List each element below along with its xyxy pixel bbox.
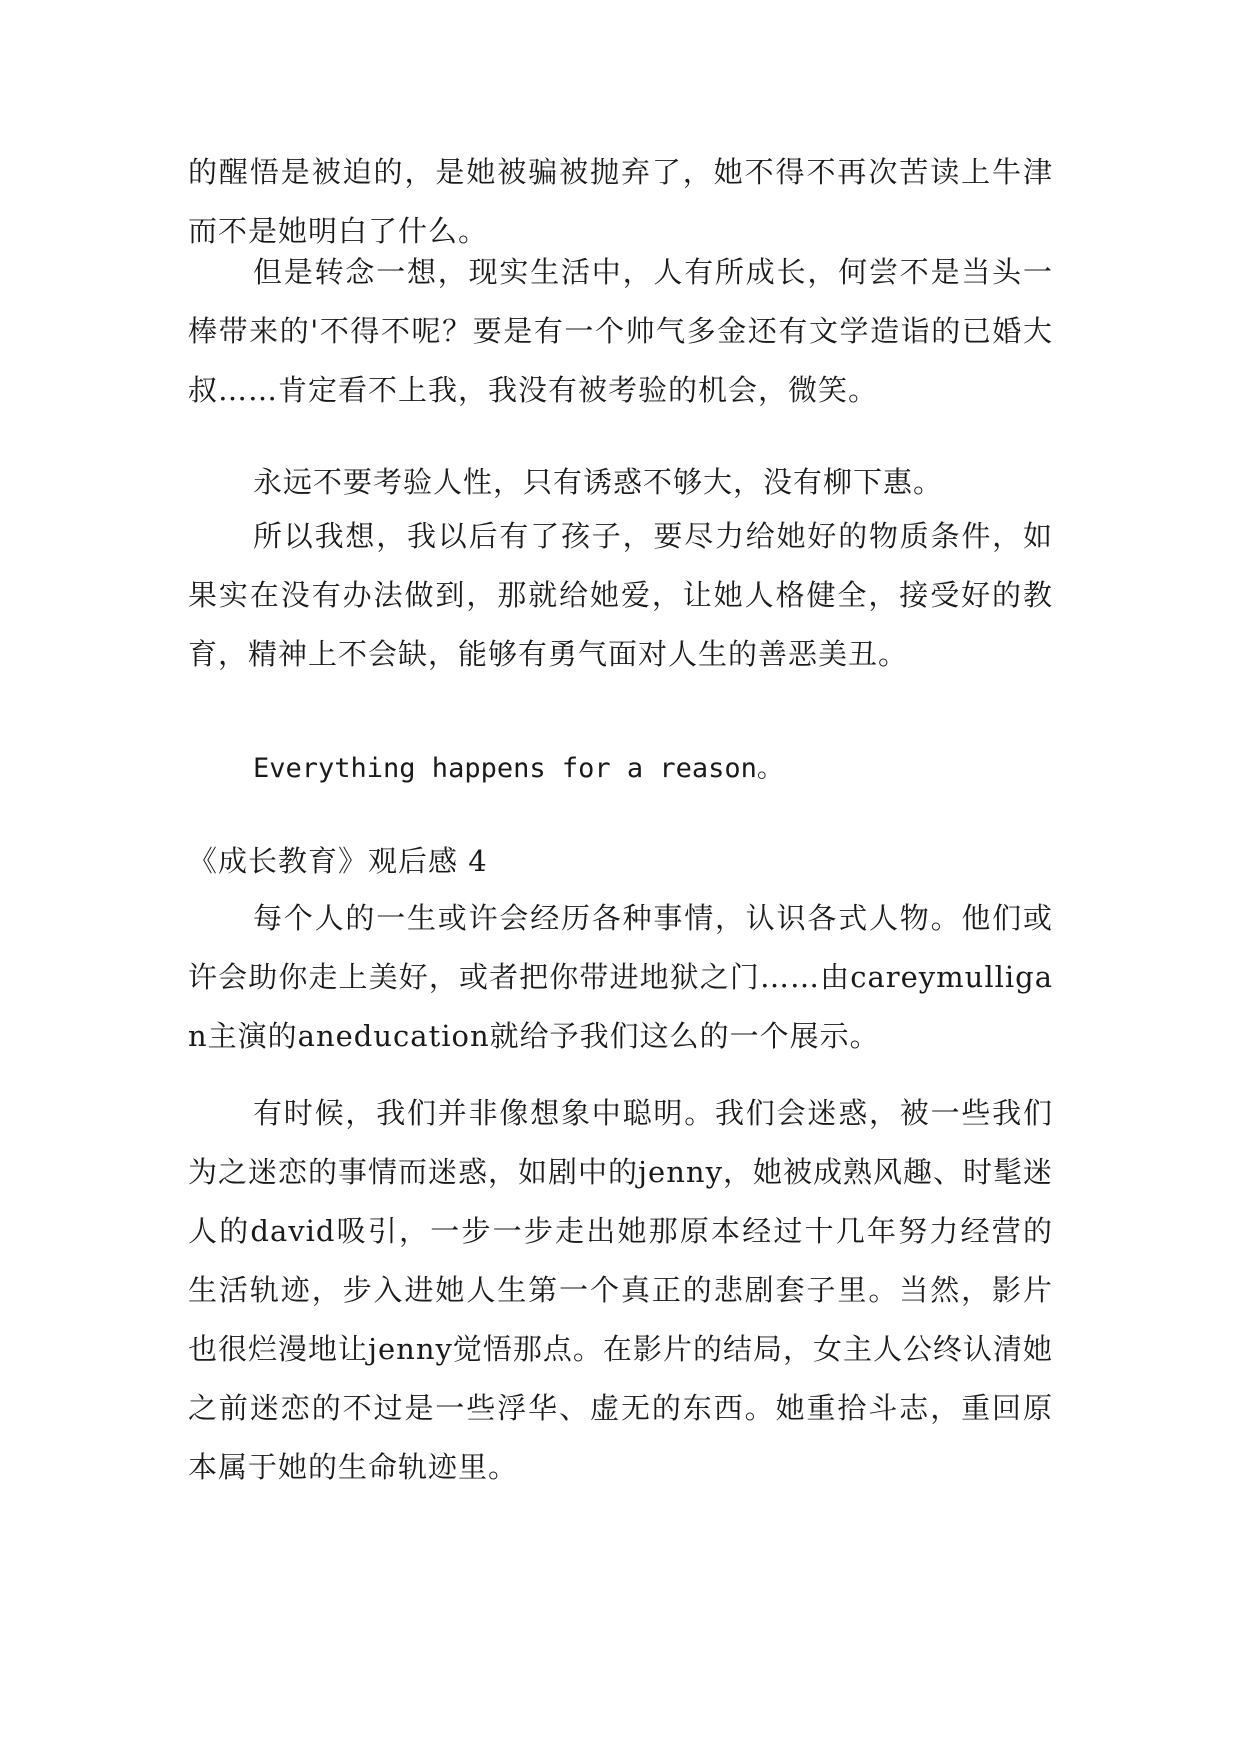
paragraph-reflection: 但是转念一想，现实生活中，人有所成长，何尝不是当头一棒带来的'不得不呢？要是有一个帅气多金还有文学造诣的已婚大叔……肯定看不上我，我没有被考验的机会，微笑。 <box>188 255 1053 407</box>
section-heading: 《成长教育》观后感 4 <box>188 844 488 878</box>
paragraph-continuation: 的醒悟是被迫的，是她被骗被抛弃了，她不得不再次苦读上牛津而不是她明白了什么。 <box>188 155 1053 248</box>
paragraph-human-nature: 永远不要考验人性，只有诱惑不够大，没有柳下惠。 <box>253 465 944 499</box>
english-quote: Everything happens for a reason。 <box>253 753 784 784</box>
paragraph-future-children: 所以我想，我以后有了孩子，要尽力给她好的物质条件，如果实在没有办法做到，那就给她爱，让她人格健全，接受好的教育，精神上不会缺，能够有勇气面对人生的善恶美丑。 <box>188 519 1053 671</box>
paragraph-film-review: 有时候，我们并非像想象中聪明。我们会迷惑，被一些我们为之迷恋的事情而迷惑，如剧中的jenny，她被成熟风趣、时髦迷人的david吸引，一步一步走出她那原本经过十几年努力经营的生活轨迹，步入进她人生第一个真正的悲剧套子里。当然，影片也很烂漫地让jenny觉悟那点。在影片的结局，女主人公终认清她之前迷恋的不过是一些浮华、虚无的东西。她重拾斗志，重回原本属于她的生命轨迹里。 <box>188 1096 1053 1484</box>
paragraph-life-experiences: 每个人的一生或许会经历各种事情，认识各式人物。他们或许会助你走上美好，或者把你带进地狱之门……由careymulligan主演的aneducation就给予我们这么的一个展示。 <box>188 901 1053 1053</box>
